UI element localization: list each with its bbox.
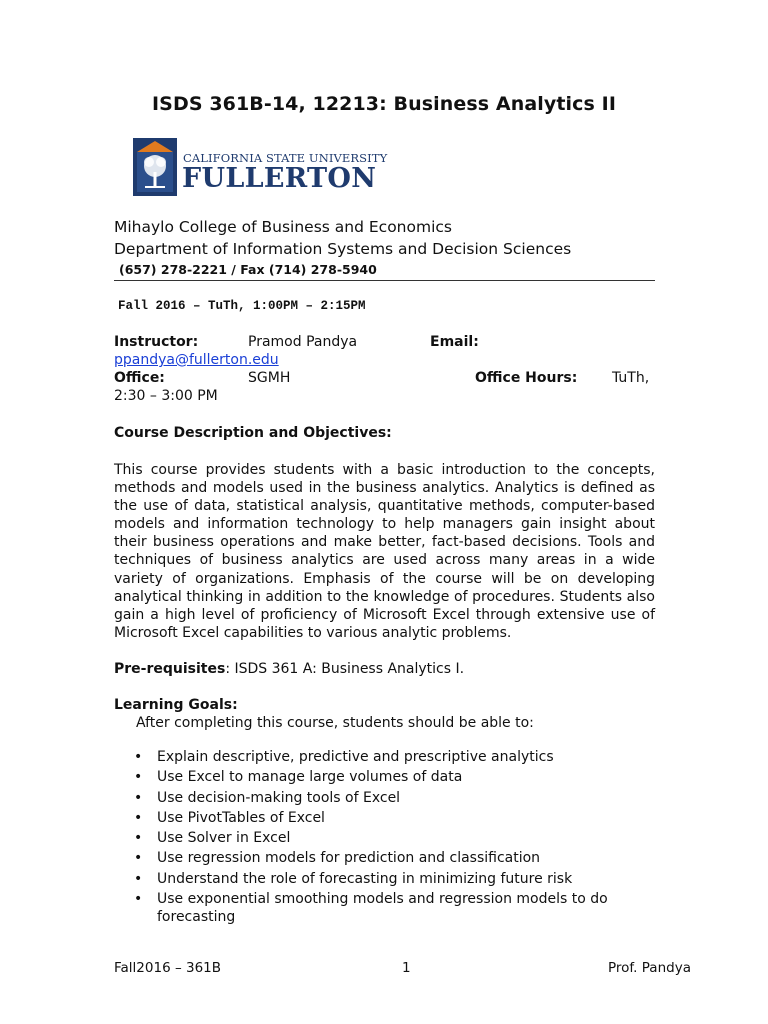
bullet-icon: • <box>134 769 143 786</box>
prereq-value: : ISDS 361 A: Business Analytics I. <box>225 661 465 677</box>
footer-left: Fall2016 – 361B <box>114 960 222 976</box>
phone-fax: (657) 278-2221 / Fax (714) 278-5940 <box>119 262 377 277</box>
prerequisites <box>114 661 464 677</box>
header-divider <box>114 280 655 281</box>
prereq-label: Pre-requisites <box>114 661 226 677</box>
list-item-text: Use exponential smoothing models and regression models to do forecasting <box>157 891 608 926</box>
office-hours-label: Office Hours: <box>475 370 578 386</box>
list-item <box>114 870 655 888</box>
office-label: Office: <box>114 370 165 386</box>
list-item-text: Use Solver in Excel <box>157 830 291 847</box>
bullet-icon: • <box>134 789 143 806</box>
course-description: This course provides students with a basic introduction to the concepts, methods and models used in the business analytics. Analytics is defined as the use of data, statistical analysis, quantitative methods, computer-based models and information technology to help managers gain insight about their business operations and make better, fact-based decisions. Tools and techniques of business analytics are used across many areas in a wide variety of organizations. Emphasis of the course will be on developing analytical thinking in addition to the knowledge of procedures. Students also gain a high level of proficiency of Microsoft Excel through extensive use of Microsoft Excel capabilities to various analytic problems. <box>114 462 655 641</box>
email-label: Email: <box>430 334 479 350</box>
office-hours-days: TuTh, <box>612 370 650 386</box>
bullet-icon: • <box>134 749 143 765</box>
office-location: SGMH <box>248 370 291 386</box>
email-link[interactable]: ppandya@fullerton.edu <box>114 352 279 368</box>
college-name: Mihaylo College of Business and Economics <box>114 218 452 236</box>
university-logo <box>133 138 388 200</box>
list-item-text: Understand the role of forecasting in minimizing future risk <box>157 870 573 887</box>
list-item <box>114 809 655 827</box>
instructor-label: Instructor: <box>114 334 199 350</box>
course-description-heading: Course Description and Objectives: <box>114 425 392 441</box>
list-item <box>114 748 655 766</box>
list-item-text: Use regression models for prediction and classification <box>157 850 541 867</box>
list-item <box>114 890 655 926</box>
footer-right: Prof. Pandya <box>608 960 691 976</box>
learning-goals-intro: After completing this course, students should be able to: <box>136 715 534 731</box>
tree-emblem-icon <box>133 138 177 196</box>
list-item-text: Use decision-making tools of Excel <box>157 789 401 806</box>
department-name: Department of Information Systems and Decision Sciences <box>114 240 572 258</box>
bullet-icon: • <box>134 809 143 826</box>
bullet-icon: • <box>134 830 143 847</box>
bullet-icon: • <box>134 870 143 887</box>
bullet-icon: • <box>134 850 143 867</box>
list-item <box>114 768 655 786</box>
page-number: 1 <box>402 960 411 976</box>
learning-goals-heading: Learning Goals: <box>114 697 238 713</box>
term-schedule: Fall 2016 – TuTh, 1:00PM – 2:15PM <box>118 299 366 313</box>
learning-goals-list <box>114 748 655 928</box>
course-title: ISDS 361B-14, 12213: Business Analytics II <box>152 93 616 115</box>
bullet-icon: • <box>134 891 143 908</box>
list-item-text: Use PivotTables of Excel <box>157 809 325 826</box>
list-item-text: Explain descriptive, predictive and prescriptive analytics <box>157 749 554 765</box>
list-item-text: Use Excel to manage large volumes of data <box>157 769 463 786</box>
list-item <box>114 829 655 847</box>
logo-main-text: FULLERTON <box>182 163 377 194</box>
list-item <box>114 849 655 867</box>
logo-top-text: CALIFORNIA STATE UNIVERSITY <box>183 151 388 165</box>
office-hours-time: 2:30 – 3:00 PM <box>114 388 218 404</box>
list-item <box>114 789 655 807</box>
instructor-name: Pramod Pandya <box>248 334 358 350</box>
